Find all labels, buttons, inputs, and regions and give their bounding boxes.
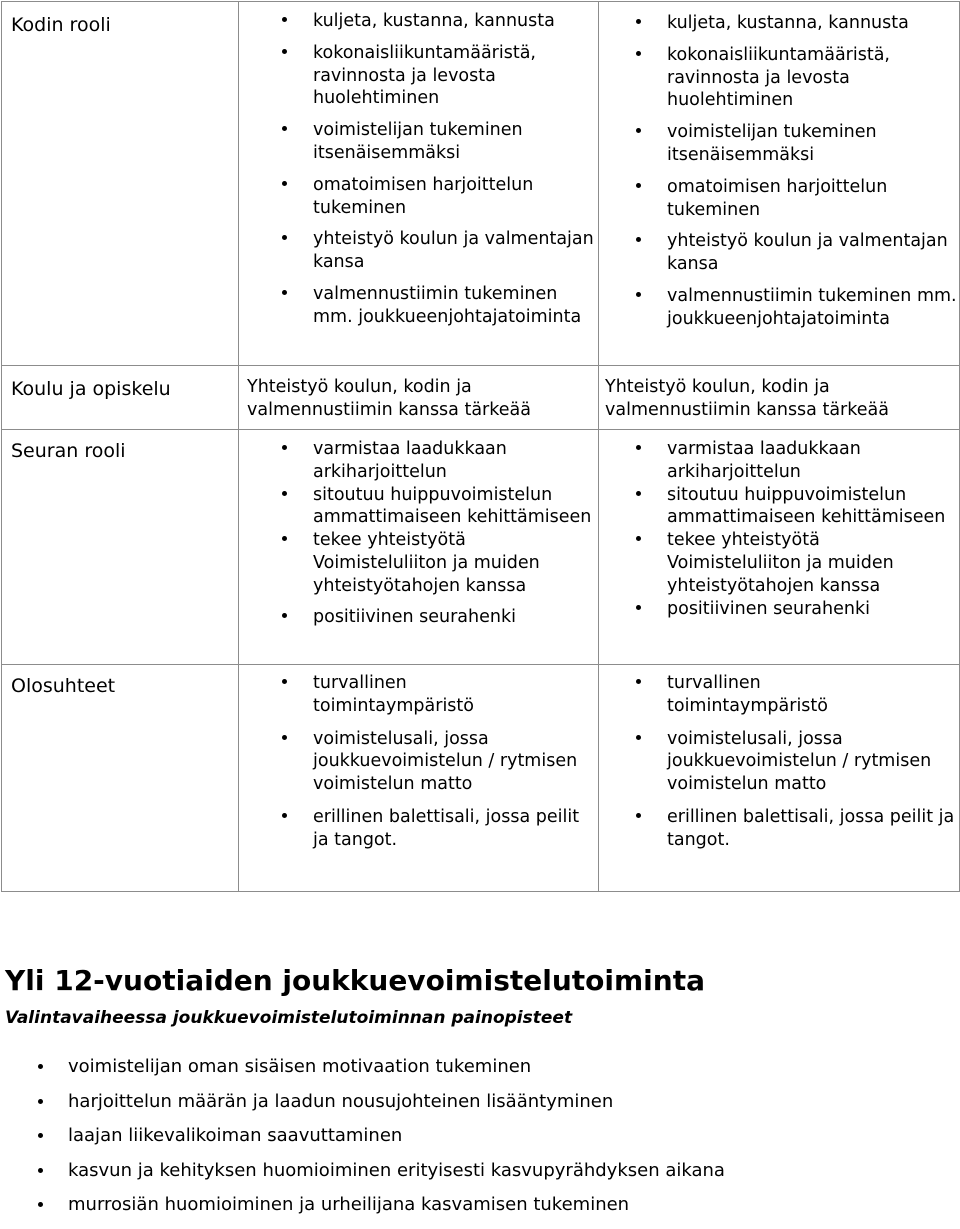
- list-item: voimistelijan tukeminen itsenäisemmäksi: [239, 119, 598, 165]
- list-item: omatoimisen harjoittelun tukeminen: [239, 174, 598, 220]
- row-label: Koulu ja opiskelu: [11, 378, 171, 400]
- bullet-list: [599, 672, 959, 852]
- bullet-icon: [38, 1099, 43, 1104]
- table-cell: [239, 665, 599, 892]
- list-item: sitoutuu huippuvoimistelun ammattimaiseen kehittämiseen: [239, 484, 598, 530]
- bullet-list: [599, 438, 959, 620]
- list-item: turvallinen toimintaympäristö: [599, 672, 959, 718]
- list-item: laajan liikevalikoiman saavuttaminen: [0, 1123, 955, 1158]
- table-cell: [599, 366, 960, 430]
- bullet-icon: [282, 491, 287, 496]
- bullet-icon: [38, 1133, 43, 1138]
- bullet-icon: [636, 292, 641, 297]
- list-item: positiivinen seurahenki: [239, 606, 598, 629]
- bullet-icon: [636, 605, 641, 610]
- table-cell: [599, 665, 960, 892]
- list-item: valmennustiimin tukeminen mm. joukkueenjohtajatoiminta: [239, 283, 598, 329]
- bullet-icon: [282, 17, 287, 22]
- bullet-icon: [282, 181, 287, 186]
- bullet-icon: [282, 735, 287, 740]
- bullet-icon: [282, 613, 287, 618]
- table-row: [2, 665, 960, 892]
- table-row: [2, 2, 960, 366]
- bullet-list: [239, 10, 598, 329]
- bullet-icon: [282, 126, 287, 131]
- row-label-cell: [2, 665, 239, 892]
- cell-text: Yhteistyö koulun, kodin ja valmennustiimin kanssa tärkeää: [605, 377, 889, 420]
- table-cell: [239, 2, 599, 366]
- list-item: voimistelusali, jossa joukkuevoimistelun / rytmisen voimistelun matto: [239, 728, 598, 796]
- table-cell: [599, 2, 960, 366]
- list-item: voimistelijan oman sisäisen motivaation tukeminen: [0, 1054, 955, 1089]
- bullet-icon: [282, 235, 287, 240]
- list-item: murrosiän huomioiminen ja urheilijana kasvamisen tukeminen: [0, 1192, 955, 1227]
- list-item: kuljeta, kustanna, kannusta: [239, 10, 598, 33]
- bullet-icon: [636, 679, 641, 684]
- list-item: voimistelijan tukeminen itsenäisemmäksi: [599, 121, 959, 167]
- list-item: valmennustiimin tukeminen mm. joukkueenjohtajatoiminta: [599, 285, 959, 331]
- bullet-icon: [282, 679, 287, 684]
- bullet-icon: [636, 491, 641, 496]
- table-row: [2, 430, 960, 665]
- bullet-icon: [636, 237, 641, 242]
- list-item: varmistaa laadukkaan arkiharjoittelun: [599, 438, 959, 484]
- list-item: kuljeta, kustanna, kannusta: [599, 12, 959, 35]
- list-item: erillinen balettisali, jossa peilit ja tangot.: [599, 806, 959, 852]
- row-label: Olosuhteet: [11, 675, 116, 697]
- section-subtitle: Valintavaiheessa joukkuevoimistelutoiminnan painopisteet: [5, 1008, 573, 1028]
- bullet-icon: [282, 536, 287, 541]
- bullet-icon: [38, 1202, 43, 1207]
- list-item: voimistelusali, jossa joukkuevoimistelun / rytmisen voimistelun matto: [599, 728, 959, 796]
- bullet-icon: [636, 128, 641, 133]
- section-title: Yli 12-vuotiaiden joukkuevoimistelutoiminta: [5, 964, 705, 997]
- bullet-icon: [636, 19, 641, 24]
- list-item: turvallinen toimintaympäristö: [239, 672, 598, 718]
- focus-list: [0, 1054, 955, 1227]
- cell-text: Yhteistyö koulun, kodin ja valmennustiimin kanssa tärkeää: [247, 377, 531, 420]
- bullet-icon: [282, 290, 287, 295]
- table-cell: [599, 430, 960, 665]
- table-cell: [239, 366, 599, 430]
- row-label-cell: [2, 430, 239, 665]
- bullet-list: [239, 438, 598, 628]
- bullet-list: [599, 12, 959, 331]
- bullet-icon: [636, 445, 641, 450]
- bullet-icon: [636, 51, 641, 56]
- list-item: omatoimisen harjoittelun tukeminen: [599, 176, 959, 222]
- list-item: sitoutuu huippuvoimistelun ammattimaiseen kehittämiseen: [599, 484, 959, 530]
- list-item: kasvun ja kehityksen huomioiminen erityisesti kasvupyrähdyksen aikana: [0, 1158, 955, 1193]
- list-item: positiivinen seurahenki: [599, 598, 959, 621]
- list-item: tekee yhteistyötä Voimisteluliiton ja muiden yhteistyötahojen kanssa: [239, 529, 598, 597]
- bullet-icon: [636, 813, 641, 818]
- bullet-icon: [282, 813, 287, 818]
- list-item: kokonaisliikuntamääristä, ravinnosta ja levosta huolehtiminen: [599, 44, 959, 112]
- requirements-table: [1, 1, 960, 892]
- row-label-cell: [2, 2, 239, 366]
- bullet-icon: [38, 1168, 43, 1173]
- list-item: yhteistyö koulun ja valmentajan kansa: [239, 228, 598, 274]
- list-item: varmistaa laadukkaan arkiharjoittelun: [239, 438, 598, 484]
- list-item: tekee yhteistyötä Voimisteluliiton ja muiden yhteistyötahojen kanssa: [599, 529, 959, 597]
- list-item: kokonaisliikuntamääristä, ravinnosta ja levosta huolehtiminen: [239, 42, 598, 110]
- bullet-list: [239, 672, 598, 852]
- list-item: harjoittelun määrän ja laadun nousujohteinen lisääntyminen: [0, 1089, 955, 1124]
- table-row: [2, 366, 960, 430]
- bullet-icon: [282, 49, 287, 54]
- bullet-icon: [636, 183, 641, 188]
- row-label-cell: [2, 366, 239, 430]
- row-label: Kodin rooli: [11, 14, 111, 36]
- list-item: erillinen balettisali, jossa peilit ja tangot.: [239, 806, 598, 852]
- bullet-icon: [636, 735, 641, 740]
- row-label: Seuran rooli: [11, 440, 126, 462]
- table-cell: [239, 430, 599, 665]
- bullet-icon: [38, 1064, 43, 1069]
- list-item: yhteistyö koulun ja valmentajan kansa: [599, 230, 959, 276]
- bullet-icon: [636, 536, 641, 541]
- bullet-icon: [282, 445, 287, 450]
